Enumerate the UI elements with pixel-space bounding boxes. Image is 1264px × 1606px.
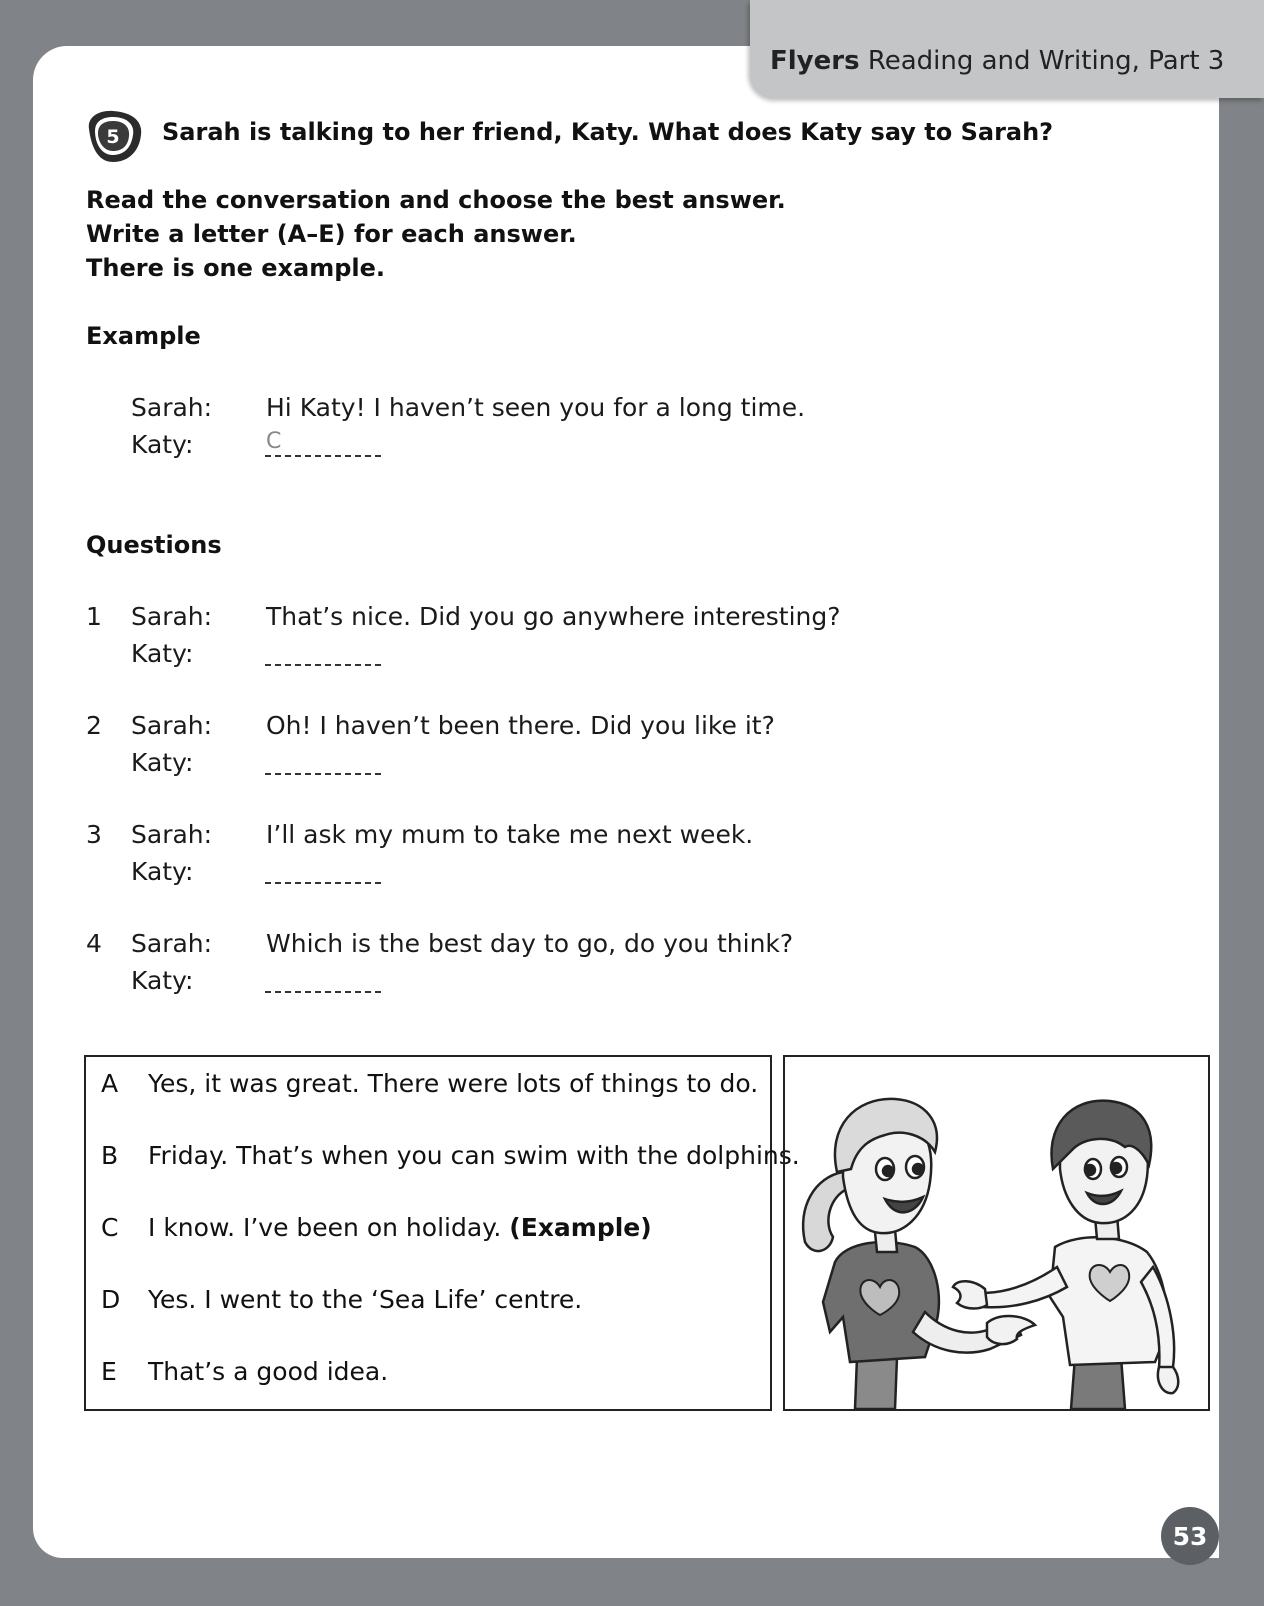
question-answer-line[interactable]	[265, 882, 381, 884]
illustration-box	[783, 1055, 1210, 1411]
option-letter: D	[101, 1285, 121, 1314]
exercise-number: 5	[106, 126, 120, 148]
question-sarah-line: I’ll ask my mum to take me next week.	[266, 820, 754, 849]
option-letter: E	[101, 1357, 117, 1386]
question-speaker-sarah: Sarah:	[131, 929, 213, 958]
question-number: 4	[86, 929, 102, 958]
header-section: Reading and Writing, Part 3	[867, 46, 1225, 76]
option-example-note: (Example)	[509, 1213, 652, 1242]
header-series: Flyers	[770, 46, 860, 76]
instruction-line-3: There is one example.	[86, 254, 386, 282]
option-letter: B	[101, 1141, 119, 1170]
question-number: 3	[86, 820, 102, 849]
option-text: Yes. I went to the ‘Sea Life’ centre.	[148, 1285, 583, 1314]
option-text-main: I know. I’ve been on holiday.	[148, 1213, 502, 1242]
question-number: 2	[86, 711, 102, 740]
question-sarah-line: Oh! I haven’t been there. Did you like it?	[266, 711, 775, 740]
exercise-number-badge-icon	[83, 107, 147, 165]
header-title	[770, 46, 1224, 76]
instruction-line-2: Write a letter (A–E) for each answer.	[86, 220, 577, 248]
option-letter: C	[101, 1213, 119, 1242]
page-number-badge: 53	[1161, 1507, 1219, 1565]
question-sarah-line: That’s nice. Did you go anywhere interesting?	[266, 602, 841, 631]
question-speaker-sarah: Sarah:	[131, 820, 213, 849]
instruction-line-1: Read the conversation and choose the best answer.	[86, 186, 786, 214]
question-speaker-katy: Katy:	[131, 748, 194, 777]
option-text: Friday. That’s when you can swim with the dolphins.	[148, 1141, 800, 1170]
option-letter: A	[101, 1069, 119, 1098]
example-sarah-line: Hi Katy! I haven’t seen you for a long time.	[266, 393, 806, 422]
question-answer-line[interactable]	[265, 664, 381, 666]
option-text	[148, 1213, 652, 1242]
questions-heading: Questions	[86, 531, 222, 559]
question-speaker-sarah: Sarah:	[131, 711, 213, 740]
option-text: Yes, it was great. There were lots of things to do.	[148, 1069, 759, 1098]
boy-figure	[953, 1101, 1178, 1409]
example-heading: Example	[86, 322, 201, 350]
exercise-prompt: Sarah is talking to her friend, Katy. What does Katy say to Sarah?	[162, 118, 1054, 146]
example-answer-line	[265, 455, 381, 457]
question-answer-line[interactable]	[265, 773, 381, 775]
question-speaker-katy: Katy:	[131, 857, 194, 886]
question-sarah-line: Which is the best day to go, do you think?	[266, 929, 794, 958]
example-speaker-sarah: Sarah:	[131, 393, 213, 422]
question-answer-line[interactable]	[265, 991, 381, 993]
question-speaker-katy: Katy:	[131, 639, 194, 668]
answer-options-box	[84, 1055, 800, 1411]
option-text: That’s a good idea.	[148, 1357, 389, 1386]
girl-figure	[803, 1099, 1035, 1409]
example-answer: C	[266, 429, 282, 454]
example-speaker-katy: Katy:	[131, 430, 194, 459]
question-number: 1	[86, 602, 102, 631]
girls-talking-illustration	[785, 1057, 1208, 1409]
question-speaker-sarah: Sarah:	[131, 602, 213, 631]
question-speaker-katy: Katy:	[131, 966, 194, 995]
